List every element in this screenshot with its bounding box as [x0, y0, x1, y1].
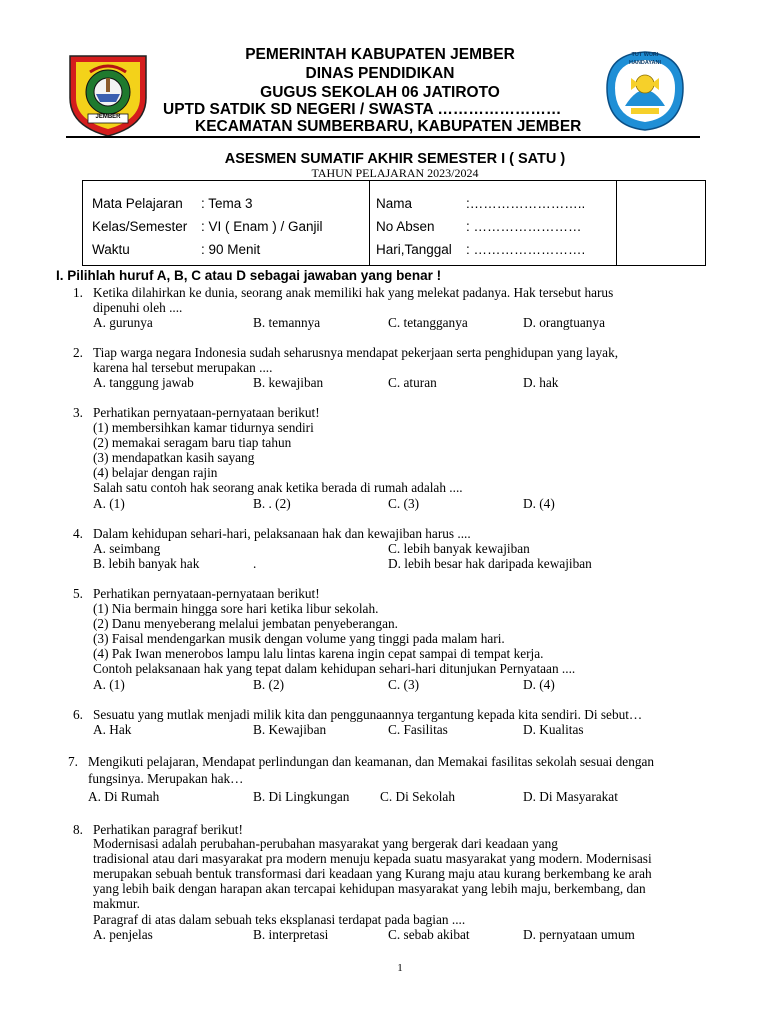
q3-number: 3. — [73, 405, 83, 420]
q1-option-b[interactable]: B. temannya — [253, 315, 321, 330]
q7-option-a[interactable]: A. Di Rumah — [88, 789, 160, 804]
q1-text-cont: dipenuhi oleh .... — [93, 300, 183, 315]
shield-icon — [66, 50, 150, 138]
q4-option-a[interactable]: A. seimbang — [93, 541, 161, 556]
q8-paragraph-line-2: tradisional atau dari masyarakat pra modern menuju kepada suatu masyarakat yang modern. Modernisasi — [93, 851, 652, 866]
q5-statement-4: (4) Pak Iwan menerobos lampu lalu lintas karena ingin cepat sampai di tempat kerja. — [93, 646, 544, 661]
tut-wuri-handayani-logo — [601, 48, 689, 132]
q3-question: Salah satu contoh hak seorang anak ketika berada di rumah adalah .... — [93, 480, 463, 495]
q6-text: Sesuatu yang mutlak menjadi milik kita dan penggunaannya tergantung kepada kita sendiri. Di sebut… — [93, 707, 643, 722]
q1-option-c[interactable]: C. tetangganya — [388, 315, 468, 330]
emblem-ribbon-text: TUT WURI HANDAYANI — [629, 52, 661, 66]
q4-number: 4. — [73, 526, 83, 541]
q1-option-a[interactable]: A. gurunya — [93, 315, 153, 330]
q3-option-a[interactable]: A. (1) — [93, 496, 125, 511]
q6-option-a[interactable]: A. Hak — [93, 722, 132, 737]
crest-banner-text: JEMBER — [95, 114, 121, 120]
q7-number: 7. — [68, 754, 78, 769]
q8-option-a[interactable]: A. penjelas — [93, 927, 153, 942]
q3-statement-2: (2) memakai seragam baru tiap tahun — [93, 435, 292, 450]
q5-statement-3: (3) Faisal mendengarkan musik dengan volume yang tinggi pada malam hari. — [93, 631, 505, 646]
q2-option-c[interactable]: C. aturan — [388, 375, 437, 390]
header-department: DINAS PENDIDIKAN — [305, 65, 455, 82]
q7-option-c[interactable]: C. Di Sekolah — [380, 789, 455, 804]
q8-paragraph-line-4: yang lebih baik dengan harapan akan tercapai kehidupan masyarakat yang lebih maju, berkembang, dan — [93, 881, 646, 896]
q5-text: Perhatikan pernyataan-pernyataan berikut! — [93, 586, 320, 601]
q1-option-d[interactable]: D. orangtuanya — [523, 315, 605, 330]
q2-text: Tiap warga negara Indonesia sudah seharusnya mendapat pekerjaan serta penghidupan yang layak, — [93, 345, 619, 360]
q3-statement-3: (3) mendapatkan kasih sayang — [93, 450, 255, 465]
class-semester-value: : VI ( Enam ) / Ganjil — [201, 219, 323, 234]
q5-number: 5. — [73, 586, 83, 601]
header-district: KECAMATAN SUMBERBARU, KABUPATEN JEMBER — [195, 118, 582, 135]
q7-option-b[interactable]: B. Di Lingkungan — [253, 789, 350, 804]
q6-number: 6. — [73, 707, 83, 722]
info-box-divider — [369, 181, 370, 265]
q8-paragraph-line-5: makmur. — [93, 896, 140, 911]
q3-option-d[interactable]: D. (4) — [523, 496, 555, 511]
q1-text: Ketika dilahirkan ke dunia, seorang anak memiliki hak yang melekat padanya. Hak tersebut harus — [93, 285, 614, 300]
attendance-number-label: No Absen — [376, 219, 435, 234]
q8-paragraph-line-1: Modernisasi adalah perubahan-perubahan masyarakat yang bergerak dari keadaan yang — [93, 836, 558, 851]
q4-stray-dot: . — [253, 556, 257, 571]
q5-statement-2: (2) Danu menyeberang melalui jembatan penyeberangan. — [93, 616, 398, 631]
q6-option-b[interactable]: B. Kewajiban — [253, 722, 327, 737]
q4-option-d[interactable]: D. lebih besar hak daripada kewajiban — [388, 556, 592, 571]
q3-statement-1: (1) membersihkan kamar tidurnya sendiri — [93, 420, 314, 435]
q8-option-c[interactable]: C. sebab akibat — [388, 927, 470, 942]
header-school-unit: UPTD SATDIK SD NEGERI / SWASTA …………………… — [163, 101, 562, 118]
header-government: PEMERINTAH KABUPATEN JEMBER — [245, 46, 515, 63]
q8-option-d[interactable]: D. pernyataan umum — [523, 927, 635, 942]
q5-question: Contoh pelaksanaan hak yang tepat dalam kehidupan sehari-hari ditunjukan Pernyataan .... — [93, 661, 576, 676]
header-divider — [66, 136, 700, 138]
q5-option-c[interactable]: C. (3) — [388, 677, 420, 692]
q8-option-b[interactable]: B. interpretasi — [253, 927, 329, 942]
q2-option-d[interactable]: D. hak — [523, 375, 559, 390]
header-school-cluster: GUGUS SEKOLAH 06 JATIROTO — [260, 84, 500, 101]
q2-text-cont: karena hal tersebut merupakan .... — [93, 360, 273, 375]
q2-number: 2. — [73, 345, 83, 360]
jember-crest-logo — [66, 50, 150, 138]
q4-text: Dalam kehidupan sehari-hari, pelaksanaan hak dan kewajiban harus .... — [93, 526, 471, 541]
q7-text: Mengikuti pelajaran, Mendapat perlindungan dan keamanan, dan Memakai fasilitas sekolah sesuai dengan — [88, 754, 655, 769]
subject-label: Mata Pelajaran — [92, 196, 183, 211]
q4-option-b[interactable]: B. lebih banyak hak — [93, 556, 200, 571]
exam-title: ASESMEN SUMATIF AKHIR SEMESTER I ( SATU ) — [224, 151, 566, 167]
section-instruction: I. Pilihlah huruf A, B, C atau D sebagai jawaban yang benar ! — [56, 268, 442, 283]
time-label: Waktu — [92, 242, 130, 257]
q5-statement-1: (1) Nia bermain hingga sore hari ketika libur sekolah. — [93, 601, 379, 616]
q2-option-a[interactable]: A. tanggung jawab — [93, 375, 194, 390]
q5-option-b[interactable]: B. (2) — [253, 677, 285, 692]
q8-number: 8. — [73, 822, 83, 837]
name-label: Nama — [376, 196, 413, 211]
q3-option-c[interactable]: C. (3) — [388, 496, 420, 511]
q6-option-c[interactable]: C. Fasilitas — [388, 722, 448, 737]
q5-option-a[interactable]: A. (1) — [93, 677, 125, 692]
q8-paragraph-line-3: merupakan sebuah bentuk transformasi dari keadaan yang Kurang maju atau kurang berkembang ke arah — [93, 866, 652, 881]
class-semester-label: Kelas/Semester — [92, 219, 188, 234]
q8-text: Perhatikan paragraf berikut! — [93, 822, 243, 837]
q5-option-d[interactable]: D. (4) — [523, 677, 555, 692]
date-field[interactable]: : ……………………. — [466, 242, 586, 257]
time-value: : 90 Menit — [201, 242, 261, 257]
subject-value: : Tema 3 — [201, 196, 253, 211]
q3-text: Perhatikan pernyataan-pernyataan berikut! — [93, 405, 320, 420]
attendance-number-field[interactable]: : …………………… — [466, 219, 582, 234]
q3-option-b[interactable]: B. . (2) — [253, 496, 291, 511]
q1-number: 1. — [73, 285, 83, 300]
date-label: Hari,Tanggal — [376, 242, 452, 257]
q8-question: Paragraf di atas dalam sebuah teks eksplanasi terdapat pada bagian .... — [93, 912, 466, 927]
page-number: 1 — [397, 962, 403, 974]
q4-option-c[interactable]: C. lebih banyak kewajiban — [388, 541, 530, 556]
q6-option-d[interactable]: D. Kualitas — [523, 722, 584, 737]
exam-academic-year: TAHUN PELAJARAN 2023/2024 — [311, 167, 479, 177]
name-field[interactable]: :…………………….. — [466, 196, 586, 211]
q3-statement-4: (4) belajar dengan rajin — [93, 465, 218, 480]
q7-text-cont: fungsinya. Merupakan hak… — [88, 771, 244, 786]
q2-option-b[interactable]: B. kewajiban — [253, 375, 324, 390]
q7-option-d[interactable]: D. Di Masyarakat — [523, 789, 618, 804]
score-box-divider — [616, 181, 617, 265]
